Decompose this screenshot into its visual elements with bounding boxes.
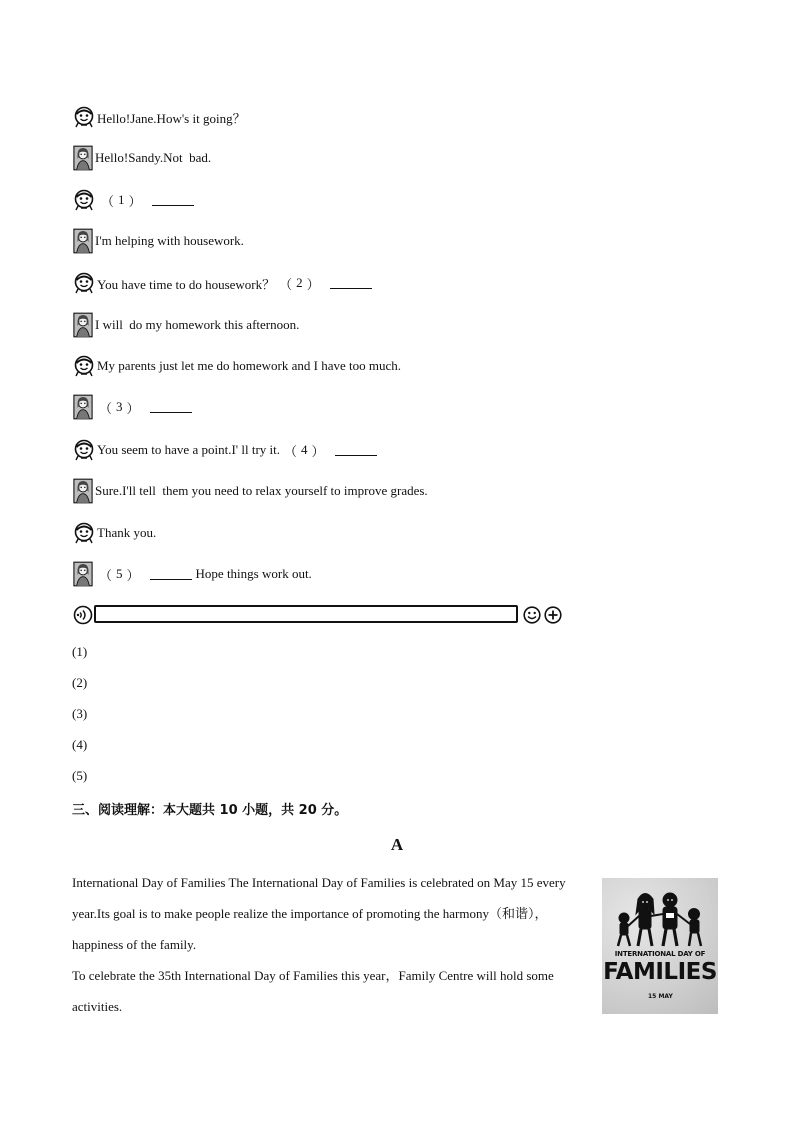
passage-paragraph-2: To celebrate the 35th International Day of Families this year，Family Centre will hold some activities.	[72, 968, 554, 1014]
paren-open: （	[284, 443, 298, 459]
poster-line3: 15 MAY	[648, 993, 673, 1000]
answer-label: (3)	[72, 706, 88, 721]
dialogue-line	[73, 520, 156, 546]
dialogue-text: Sure.I'll tell them you need to relax yourself to improve grades.	[95, 483, 428, 498]
dialogue-line	[73, 187, 198, 213]
paren-close: ）	[126, 567, 140, 583]
paren-open: （	[101, 193, 115, 209]
dialogue-line	[73, 561, 312, 587]
paren-close: ）	[306, 276, 320, 292]
dialogue-line	[73, 437, 381, 463]
dialogue-line	[73, 228, 244, 254]
paren-open: （	[99, 400, 113, 416]
dialogue-line	[73, 312, 299, 338]
section-heading: 三、阅读理解：本大题共 10 小题，共 20 分。	[72, 803, 348, 818]
dialogue-text: Hello!Jane.How's it going？	[97, 110, 246, 126]
jane-avatar-icon	[73, 145, 93, 171]
families-poster-image	[602, 878, 718, 1014]
sandy-avatar-icon	[73, 522, 95, 544]
paren-close: ）	[311, 443, 325, 459]
paren-open: （	[279, 276, 293, 292]
jane-avatar-icon	[73, 394, 93, 420]
family-figures-illustration	[602, 880, 718, 950]
blank-number: 3	[116, 399, 123, 414]
answer-blank[interactable]	[152, 194, 194, 206]
sandy-avatar-icon	[73, 439, 95, 461]
dialogue-line	[73, 353, 401, 379]
dialogue-text: You seem to have a point.I' ll try it.	[97, 442, 281, 457]
answer-label: (1)	[72, 644, 88, 659]
emoji-icon	[523, 606, 541, 624]
plus-icon	[544, 606, 562, 624]
dialogue-text: I will do my homework this afternoon.	[95, 317, 300, 332]
sandy-avatar-icon	[73, 272, 95, 294]
blank-number: 2	[296, 275, 303, 290]
poster-line1: INTERNATIONAL DAY OF	[614, 950, 706, 958]
blank-number: 4	[301, 442, 308, 457]
paren-open: （	[99, 567, 113, 583]
answer-label: (4)	[72, 737, 88, 752]
dialogue-text: Hello!Sandy.Not bad.	[95, 150, 212, 165]
dialogue-line	[73, 270, 376, 296]
poster-line2: FAMILIES	[603, 959, 717, 985]
sandy-avatar-icon	[73, 106, 95, 128]
dialogue-line	[73, 394, 196, 420]
dialogue-line	[73, 145, 211, 171]
dialogue-text: Thank you.	[97, 525, 157, 540]
chat-input-bar	[73, 602, 573, 628]
blank-number: 1	[118, 192, 125, 207]
answer-label: (2)	[72, 675, 88, 690]
answer-label: (5)	[72, 768, 88, 783]
sandy-avatar-icon	[73, 355, 95, 377]
voice-icon	[73, 605, 93, 625]
passage-paragraph-1: International Day of Families The International Day of Families is celebrated on May 15 every year.Its goal is to make people realize the importance of promoting the harmony（和谐），happiness of the family.	[72, 875, 566, 952]
sandy-avatar-icon	[73, 189, 95, 211]
answer-blank[interactable]	[150, 401, 192, 413]
passage-title: A	[390, 835, 404, 854]
paren-close: ）	[128, 193, 142, 209]
dialogue-text: My parents just let me do homework and I have too much.	[97, 358, 401, 373]
paren-close: ）	[126, 400, 140, 416]
answer-blank[interactable]	[150, 568, 192, 580]
blank-number: 5	[116, 566, 123, 581]
answer-blank[interactable]	[335, 444, 377, 456]
jane-avatar-icon	[73, 561, 93, 587]
chat-input-field	[94, 605, 518, 623]
dialogue-text: I'm helping with housework.	[95, 233, 244, 248]
dialogue-line	[73, 104, 246, 130]
jane-avatar-icon	[73, 228, 93, 254]
jane-avatar-icon	[73, 478, 93, 504]
dialogue-text: You have time to do housework？	[97, 276, 276, 292]
dialogue-text-after: Hope things work out.	[195, 566, 312, 581]
dialogue-line	[73, 478, 428, 504]
jane-avatar-icon	[73, 312, 93, 338]
answer-blank[interactable]	[330, 277, 372, 289]
